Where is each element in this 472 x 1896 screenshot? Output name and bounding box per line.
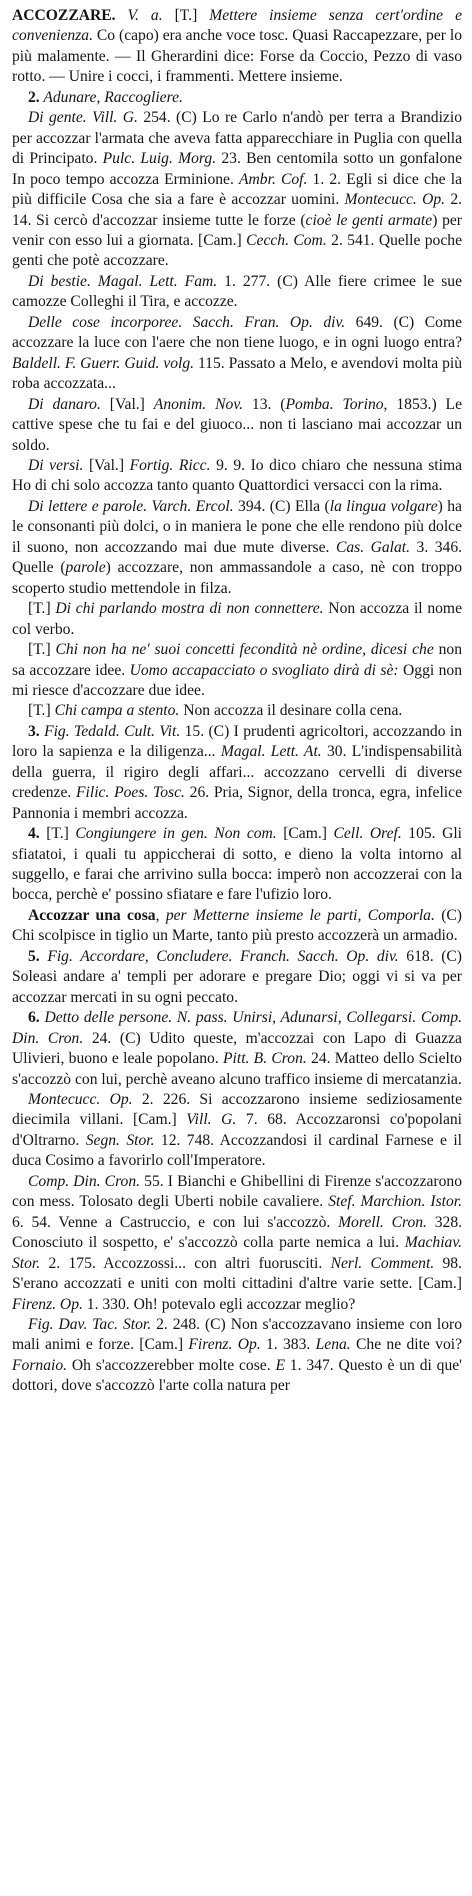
italic-text: Nerl. Comment. <box>330 1254 435 1272</box>
text-segment: 26. Pria, Signor, della tronca, egra, infelice Pannonia i membri accozza. <box>12 784 462 822</box>
sense-number: 2. <box>28 88 40 106</box>
text-segment: 7. 68. Accozzaronsi co'popolani d'Oltrarno. <box>12 1111 462 1149</box>
entry-paragraph <box>12 272 462 313</box>
italic-text: Machiav. Stor. <box>12 1234 462 1272</box>
text-segment: 618. (C) Soleasi andare a' templi per adorare e pregare Dio; oggi vi si va per accozzar mercati in su ogni peccato. <box>12 947 462 1006</box>
text-segment: 1. 2. Egli si dice che la più difficile Cosa che sia a fare è accozzar uomini. <box>12 170 462 209</box>
italic-text: Chi campa a stento. <box>54 702 180 720</box>
italic-text: Firenz. Op. <box>12 1295 83 1313</box>
italic-text: Ambr. Cof. <box>239 170 308 188</box>
text-segment: [Val.] <box>83 456 130 474</box>
italic-text: Di danaro. <box>28 395 101 413</box>
italic-text: Uomo accapacciato o svogliato dirà di sè: <box>129 661 399 679</box>
italic-text: Di gente. Vill. G. <box>28 109 138 127</box>
text-segment: Che ne dite voi? <box>350 1336 462 1354</box>
entry-paragraph <box>12 1090 462 1172</box>
text-segment: [T.] <box>174 7 210 24</box>
text-segment: Oh s'accozzerebber molte cose. <box>67 1356 276 1374</box>
entry-paragraph <box>12 906 462 947</box>
italic-text: Cas. Galat. <box>335 538 411 556</box>
entry-paragraph <box>12 88 462 108</box>
italic-text: , per Metterne insieme le parti, Comporla. <box>155 906 435 924</box>
text-segment: 2. 248. (C) Non s'accozzavano insieme con loro mali animi e forze. [Cam.] <box>12 1316 462 1354</box>
italic-text: Di chi parlando mostra di non connettere. <box>55 600 324 618</box>
italic-text: Di bestie. Magal. Lett. Fam. <box>28 272 218 290</box>
text-segment: 254. (C) Lo re Carlo n'andò per terra a Brandizio per accozzar l'armata che aveva fatta apparecchiare in Puglia con quella di Principato. <box>12 109 462 168</box>
text-segment: 23. Ben centomila sotto un gonfalone In poco tempo accozza Erminione. <box>12 150 462 188</box>
text-segment: 6. 54. Venne a Castruccio, e con lui s'accozzò. <box>12 1213 339 1231</box>
text-segment: [T.] <box>28 600 56 618</box>
entry-paragraph <box>12 1008 462 1090</box>
entry-paragraph <box>12 947 462 1008</box>
italic-text: Segn. Stor. <box>85 1131 155 1149</box>
italic-text: Detto delle persone. N. pass. Unirsi, Adunarsi, Collegarsi. Comp. Din. Cron. <box>12 1009 462 1047</box>
entry-paragraph <box>12 395 462 456</box>
entry-definition <box>12 6 462 88</box>
italic-text: Pitt. B. Cron. <box>223 1050 307 1068</box>
text-segment: 2. 226. Si accozzarono insieme sediziosamente diecimila villani. [Cam.] <box>12 1091 462 1129</box>
text-segment: 9. 9. Io dico chiaro che nessuna stima Ho di chi solo accozza tanto quanto Quattordici versacci con la rima. <box>12 456 463 495</box>
italic-text: Congiungere in gen. Non com. <box>75 825 277 843</box>
text-segment: [Val.] <box>100 395 154 413</box>
sense-number: Accozzar una cosa <box>28 906 156 924</box>
sense-number: 5. <box>28 947 40 965</box>
text-segment: 394. (C) Ella ( <box>233 497 330 515</box>
italic-text: Adunare, Raccogliere. <box>39 88 183 106</box>
sense-number: 4. <box>28 825 40 843</box>
text-segment: 105. Gli sfiatatoi, i quali tu appiccherai di sotto, e dieno la volta intorno al suggello, e farai che arrivino sulla bocca: imperò non accozzerai con la bocca, perchè e' possino sfiatare e fare l'ufizio loro. <box>12 825 463 904</box>
italic-text: Di versi. <box>28 456 84 474</box>
italic-text: Di lettere e parole. Varch. Ercol. <box>28 497 234 515</box>
italic-text: Cecch. Com. <box>246 231 327 249</box>
italic-text: Cell. Oref. <box>333 825 402 843</box>
italic-text: Lena. <box>315 1336 351 1354</box>
text-segment: 12. 748. Accozzandosi il cardinal Farnese e il duca Cosimo a favorirlo coll'Imperatore. <box>12 1131 463 1170</box>
text-segment: 13. ( <box>242 395 286 413</box>
entry-paragraph <box>12 108 462 272</box>
text-segment: Oggi non mi riesce d'accozzare due idee. <box>12 661 463 699</box>
text-segment: [T.] <box>39 825 76 843</box>
italic-text: Fig. Tedald. Cult. Vit. <box>39 722 181 740</box>
text-segment: 2. 175. Accozzossi... con altri fuorusciti. <box>40 1254 331 1272</box>
italic-text: Montecucc. Op. <box>28 1091 133 1109</box>
text-segment: 15. (C) I prudenti agricoltori, accozzando in loro la sapienza e la diligenza... <box>12 722 462 761</box>
italic-text: Fig. Dav. Tac. Stor. <box>28 1316 152 1333</box>
text-segment: Non accozza il desinare colla cena. <box>179 702 403 720</box>
text-segment: [T.] <box>28 702 55 720</box>
text-segment: [T.] <box>28 641 56 659</box>
text-segment: 24. (C) Udito queste, m'accozzai con Lapo di Guazza Ulivieri, buono e leale popolano. <box>12 1029 462 1068</box>
entry-paragraph <box>12 599 462 640</box>
text-segment: , 1853.) Le cattive spese che tu fai e del giuoco... non ti lasciano mai accozzar un soldo. <box>12 395 463 454</box>
text-segment: 2. 14. Si cercò d'accozzar insieme tutte le forze ( <box>12 191 463 229</box>
italic-text: Stef. Marchion. Istor. <box>328 1193 462 1211</box>
italic-text: Pomba. Torino <box>285 395 384 413</box>
italic-text: V. a. <box>115 7 175 24</box>
italic-text: Morell. Cron. <box>338 1213 427 1231</box>
italic-text: Anonim. Nov. <box>153 395 243 413</box>
italic-text: Comp. Din. Cron. <box>28 1172 141 1190</box>
text-segment: 2. 541. Quelle poche genti che potè accozzare. <box>12 231 462 270</box>
italic-text: E <box>275 1356 285 1374</box>
entry-paragraph <box>12 1315 462 1397</box>
italic-text: cioè le genti armate <box>305 211 433 229</box>
italic-text: parole <box>65 559 106 577</box>
italic-text: Delle cose incorporee. Sacch. Fran. Op. div. <box>28 313 346 331</box>
italic-text: Fortig. Ricc. <box>129 456 211 474</box>
italic-text: Filic. Poes. Tosc. <box>76 784 185 802</box>
italic-text: Firenz. Op. <box>188 1336 261 1354</box>
text-segment: 30. L'indispensabilità della guerra, il rigiro degli affari... accozzano cervelli di diverse credenze. <box>12 743 463 802</box>
text-segment: ) accozzare, non ammassandole a caso, nè con troppo scoperto studio mettendole in filza. <box>12 559 462 597</box>
entry-paragraph <box>12 640 462 701</box>
italic-text: Fig. Accordare, Concludere. Franch. Sacch. Op. div. <box>39 947 399 965</box>
text-segment: 55. I Bianchi e Ghibellini di Firenze s'accozzarono con mess. Tolosato degli Uberti nobile cavaliere. <box>12 1172 462 1211</box>
entry-paragraph <box>12 497 462 599</box>
italic-text: Montecucc. Op. <box>344 191 446 209</box>
text-segment: 649. (C) Come accozzare la luce con l'aere che non tiene luogo, e in ogni luogo entra? <box>12 313 462 352</box>
text-segment: 24. Matteo dello Scielto s'accozzò con lui, perchè aveano alcuno traffico insieme di mercatanzia. <box>12 1050 462 1088</box>
text-segment: [Cam.] <box>276 825 334 843</box>
text-segment: 3. 346. Quelle ( <box>12 538 463 577</box>
italic-text: Vill. G. <box>186 1111 237 1129</box>
italic-text: Pulc. Luig. Morg. <box>102 150 217 168</box>
italic-text: la lingua volgare <box>329 497 438 515</box>
entry-paragraph <box>12 824 462 906</box>
sense-number: 6. <box>28 1009 40 1027</box>
text-segment: ) per venir con esso lui a giornata. [Cam.] <box>12 211 462 249</box>
entry-paragraph <box>12 1172 462 1315</box>
sense-number: 3. <box>28 722 40 740</box>
entry-paragraph <box>12 313 462 395</box>
text-segment: 1. 330. Oh! potevalo egli accozzar meglio? <box>82 1295 356 1313</box>
entry-paragraph <box>12 701 462 721</box>
text-segment: Non accozza il nome col verbo. <box>12 600 462 638</box>
italic-text: Chi non ha ne' suoi concetti fecondità nè ordine, dicesi che <box>55 641 434 659</box>
text-segment: non sa accozzare idee. <box>12 641 462 679</box>
entry-paragraph <box>12 722 462 824</box>
italic-text: Fornaio. <box>12 1356 68 1374</box>
text-segment: 328. Conosciuto il sospetto, e' s'accozzò colla parte nemica a lui. <box>12 1213 463 1252</box>
italic-text: Magal. Lett. At. <box>220 743 322 761</box>
text-segment: (C) Chi scolpisce in tiglio un Marte, tanto più presto accozzerà un armadio. <box>12 906 463 945</box>
text-segment: Co (capo) era anche voce tosc. Quasi Raccapezzare, per lo più malamente. — Il Gherardini dice: Forse da Coccio, Pezzo di vaso rotto. — Unire i cocci, i frammenti. Mettere insieme. <box>12 27 462 86</box>
text-segment: ) ha le consonanti più dolci, o in maniera le pone che elle rendono più dolce il suono, non accozzando mai due mute diverse. <box>12 497 462 556</box>
text-segment: 1. 383. <box>260 1336 316 1354</box>
italic-text: Mettere insieme senza cert'ordine e convenienza. <box>12 7 462 45</box>
text-segment: 1. 347. Questo è un di que' dottori, dove s'accozzò l'arte colla natura per <box>12 1356 462 1395</box>
text-segment: 98. S'erano accozzati e uniti con molti cittadini d'altre varie sette. [Cam.] <box>12 1254 463 1293</box>
text-segment: 115. Passato a Melo, e avendovi molta più roba accozzata... <box>12 354 462 393</box>
entry-paragraph <box>12 456 462 497</box>
headword: ACCOZZARE. <box>12 7 116 24</box>
text-segment: 1. 277. (C) Alle fiere crimee le sue camozze Colleghi il Tira, e accozze. <box>12 272 462 311</box>
italic-text: Baldell. F. Guerr. Guid. volg. <box>12 354 195 372</box>
